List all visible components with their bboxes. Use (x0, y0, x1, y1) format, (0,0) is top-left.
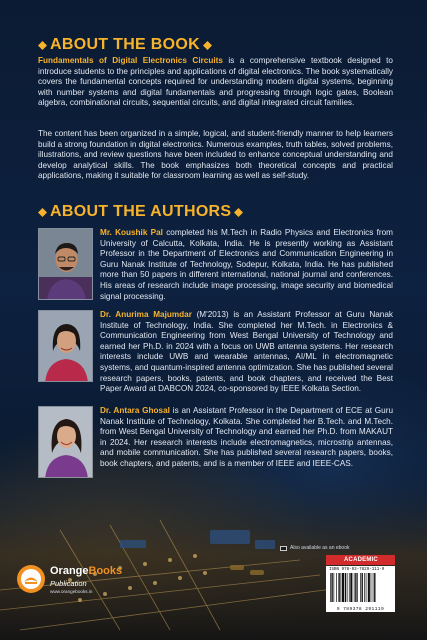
barcode-stripe (336, 573, 337, 602)
barcode-stripe (350, 573, 352, 602)
barcode-number: 9 789378 291119 (336, 607, 385, 612)
author-bio-text: (M'2013) is an Assistant Professor at Guru Nanak Institute of Technology, India. She completed her M.Tech. in Electronics & Communication Engineering from West Bengal University of Technology and earned her Ph.D. in 2024 with a focus on UWB antenna systems. Her research interests include UWB and wearable antennas, AI/ML in electromagnetic systems, and quantum-inspired antenna optimization. She has published several research papers, books, patents, and book chapters, and received the Best Paper Award at DABCON 2024, co-sponsored by IEEE Kolkata Section. (100, 310, 393, 394)
orangebooks-logo-icon (16, 564, 46, 594)
author-bio (100, 310, 393, 395)
barcode-stripe (371, 573, 372, 602)
ebook-icon (280, 546, 287, 551)
ebook-note-text: Also available as an ebook (290, 545, 350, 551)
barcode-bars (329, 573, 392, 602)
about-book-heading-text: ABOUT THE BOOK (50, 36, 200, 53)
about-authors-heading-text: ABOUT THE AUTHORS (50, 203, 232, 220)
author-entry (38, 406, 393, 494)
author-name: Dr. Anurima Majumdar (100, 310, 192, 319)
publisher-brand (50, 565, 122, 577)
barcode-stripe (349, 573, 350, 602)
publisher-brand-b: Books (88, 565, 123, 577)
author-name: Dr. Antara Ghosal (100, 406, 170, 415)
author-photo (38, 228, 93, 300)
isbn-text: ISBN 978-93-7829-111-9 (329, 568, 385, 572)
about-authors-heading (38, 203, 243, 221)
barcode-stripe (368, 573, 370, 602)
category-badge: ACADEMIC (326, 555, 395, 565)
barcode-stripe (331, 573, 332, 602)
author-photo (38, 310, 93, 382)
about-book-paragraph-1 (38, 56, 393, 109)
about-book-paragraph-2: The content has been organized in a simple, logical, and student-friendly manner to help learners build a strong foundation in digital electronics. Numerous examples, truth tables, solved problems, illustrations, and review questions have been included to enhance conceptual understanding and develop analytical skills. The book emphasizes both theoretical concepts and practical applications, making it suitable for classroom learning as well as self-study. (38, 129, 393, 181)
diamond-bullet-icon (38, 208, 47, 217)
ebook-note (280, 545, 395, 551)
barcode-stripe (357, 573, 358, 602)
author-photo (38, 406, 93, 478)
diamond-bullet-icon (38, 41, 47, 50)
barcode-stripe (345, 573, 346, 602)
barcode-stripe (334, 573, 335, 602)
publisher-logo (12, 562, 123, 602)
barcode-stripe (366, 573, 367, 602)
barcode-stripe (360, 573, 361, 602)
barcode-stripe (362, 573, 363, 602)
about-book-paragraph-1-text: is a comprehensive textbook designed to introduce students to the principles and applications of digital electronics. The book systematically covers the fundamental concepts required for understanding modern digital systems, beginning with number systems and digital fundamentals and progressing through logic gates, Boolean algebra, combinational circuits, sequential circuits, and digital integrated circuit families. (38, 56, 393, 108)
barcode-stripe (330, 573, 331, 602)
author-bio-text: completed his M.Tech in Radio Physics and Electronics from University of Calcutta, Kolkata, India. He is presently working as Assistant Professor in the Department of Electronics and Communication Engineering in Guru Nanak Institute of Technology, Sodepur, Kolkata, India. He has published more than 50 papers in different international, national journal and conferences. His areas of research include image processing, image security and biomedical signal processing. (100, 228, 394, 301)
barcode-stripe (342, 573, 344, 602)
book-title: Fundamentals of Digital Electronics Circuits (38, 56, 223, 65)
author-bio (100, 228, 393, 302)
author-entry (38, 310, 393, 398)
barcode-stripe (341, 573, 342, 602)
author-bio (100, 406, 393, 470)
barcode-stripe (355, 573, 356, 602)
author-name: Mr. Koushik Pal (100, 228, 163, 237)
barcode-stripe (347, 573, 348, 602)
barcode-stripe (338, 573, 339, 602)
publisher-tagline: Publication (50, 579, 87, 588)
publisher-brand-a: Orange (50, 565, 89, 577)
barcode-stripe (373, 573, 374, 602)
barcode-stripe (364, 573, 365, 602)
barcode-stripe (354, 573, 355, 602)
diamond-bullet-icon (203, 41, 212, 50)
publisher-url: www.orangebooks.in (50, 589, 93, 594)
diamond-bullet-icon (234, 208, 243, 217)
author-entry (38, 228, 393, 316)
about-book-heading (38, 36, 212, 54)
author-bio-text: is an Assistant Professor in the Department of ECE at Guru Nanak Institute of Technology, Kolkata. She completed her B.Tech. and M.Tech. from West Bengal University of Technology and earned her Ph.D. from MAKAUT in 2024. Her research interests include electromagnetics, microstrip antennas, and mobile communication. She has published several research papers, books, book chapters, and patents, and is a member of IEEE and IEEE-CAS. (100, 406, 393, 468)
barcode (326, 566, 395, 612)
barcode-stripe (374, 573, 375, 602)
